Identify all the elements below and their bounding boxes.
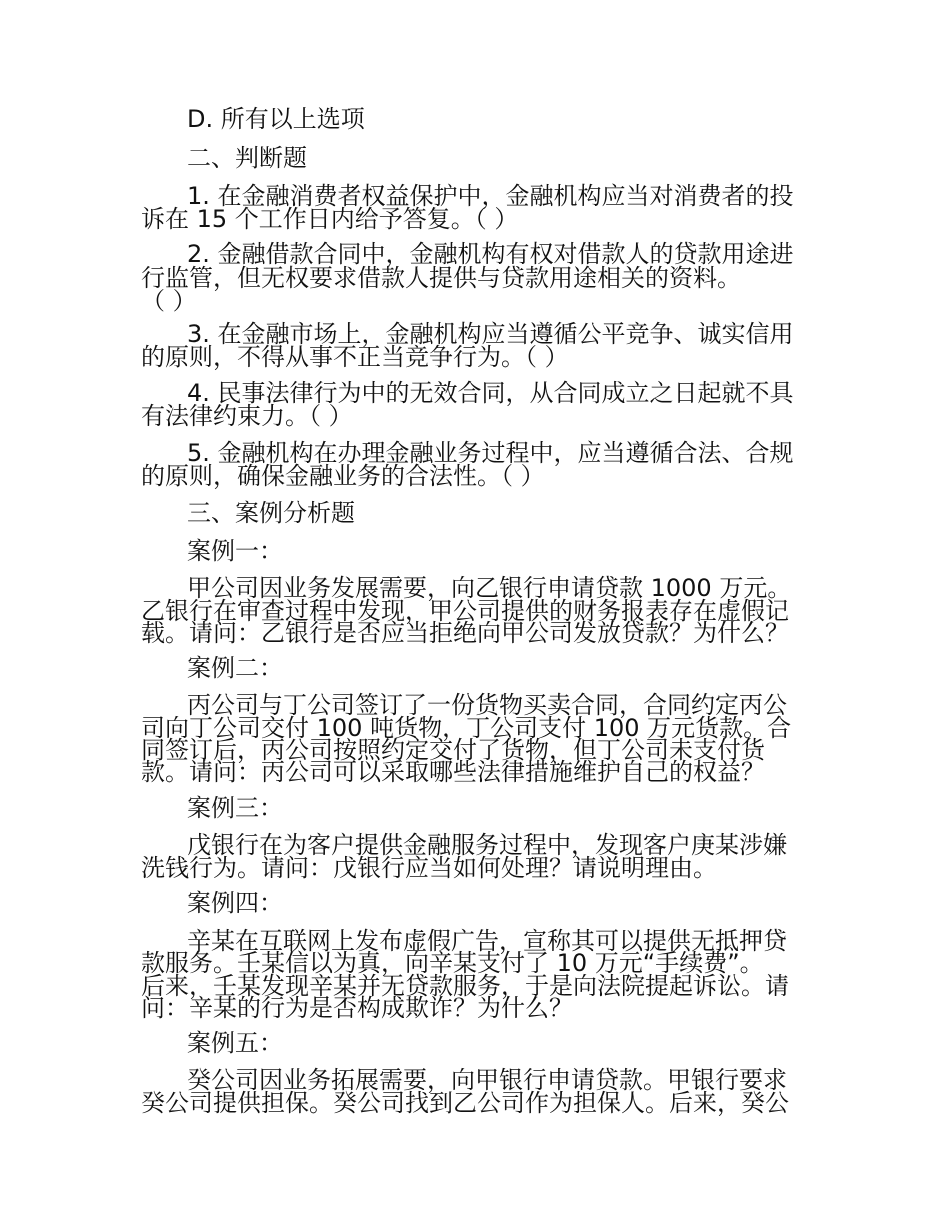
case-4-heading: 案例四： (187, 889, 283, 917)
case-5-heading: 案例五： (187, 1029, 283, 1057)
case-2-line-3: 同签订后，丙公司按照约定交付了货物，但丁公司未支付货 (141, 736, 765, 764)
question-4-line-2: 有法律约束力。（ ） (141, 402, 353, 430)
question-4-line-1: 4. 民事法律行为中的无效合同，从合同成立之日起就不具 (187, 379, 794, 407)
question-2-line-3: （ ） (141, 287, 197, 315)
case-1-line-2: 乙银行在审查过程中发现，甲公司提供的财务报表存在虚假记 (141, 597, 789, 625)
case-5-line-2: 癸公司提供担保。癸公司找到乙公司作为担保人。后来，癸公 (141, 1089, 789, 1117)
question-5-line-2: 的原则，确保金融业务的合法性。（ ） (141, 462, 545, 490)
question-1-line-1: 1. 在金融消费者权益保护中，金融机构应当对消费者的投 (187, 182, 794, 210)
case-2-line-2: 司向丁公司交付 100 吨货物，丁公司支付 100 万元货款。合 (141, 714, 792, 742)
question-5-line-1: 5. 金融机构在办理金融业务过程中，应当遵循合法、合规 (187, 439, 794, 467)
option-d-line: D. 所有以上选项 (187, 105, 365, 133)
case-2-line-4: 款。请问：丙公司可以采取哪些法律措施维护自己的权益？ (141, 758, 765, 786)
case-2-line-1: 丙公司与丁公司签订了一份货物买卖合同，合同约定丙公 (187, 691, 787, 719)
case-3-heading: 案例三： (187, 794, 283, 822)
case-1-line-3: 载。请问：乙银行是否应当拒绝向甲公司发放贷款？为什么？ (141, 619, 789, 647)
case-4-line-2: 款服务。壬某信以为真，向辛某支付了 10 万元“手续费”。 (141, 949, 764, 977)
question-2-line-2: 行监管，但无权要求借款人提供与贷款用途相关的资料。 (141, 264, 741, 292)
case-4-line-4: 问：辛某的行为是否构成欺诈？为什么？ (141, 994, 573, 1022)
question-2-line-1: 2. 金融借款合同中，金融机构有权对借款人的贷款用途进 (187, 240, 794, 268)
question-3-line-2: 的原则，不得从事不正当竞争行为。（ ） (141, 343, 569, 371)
case-5-line-1: 癸公司因业务拓展需要，向甲银行申请贷款。甲银行要求 (187, 1066, 787, 1094)
section-heading-case-analysis: 三、案例分析题 (187, 499, 355, 527)
question-1-line-2: 诉在 15 个工作日内给予答复。（ ） (141, 205, 519, 233)
case-4-line-1: 辛某在互联网上发布虚假广告，宣称其可以提供无抵押贷 (187, 927, 787, 955)
case-3-line-2: 洗钱行为。请问：戊银行应当如何处理？请说明理由。 (141, 854, 717, 882)
case-4-line-3: 后来，壬某发现辛某并无贷款服务，于是向法院提起诉讼。请 (141, 972, 789, 1000)
case-3-line-1: 戊银行在为客户提供金融服务过程中，发现客户庚某涉嫌 (187, 831, 787, 859)
section-heading-true-false: 二、判断题 (187, 144, 307, 172)
case-1-line-1: 甲公司因业务发展需要，向乙银行申请贷款 1000 万元。 (187, 574, 792, 602)
case-2-heading: 案例二： (187, 654, 283, 682)
question-3-line-1: 3. 在金融市场上，金融机构应当遵循公平竞争、诚实信用 (187, 320, 794, 348)
case-1-heading: 案例一： (187, 537, 283, 565)
